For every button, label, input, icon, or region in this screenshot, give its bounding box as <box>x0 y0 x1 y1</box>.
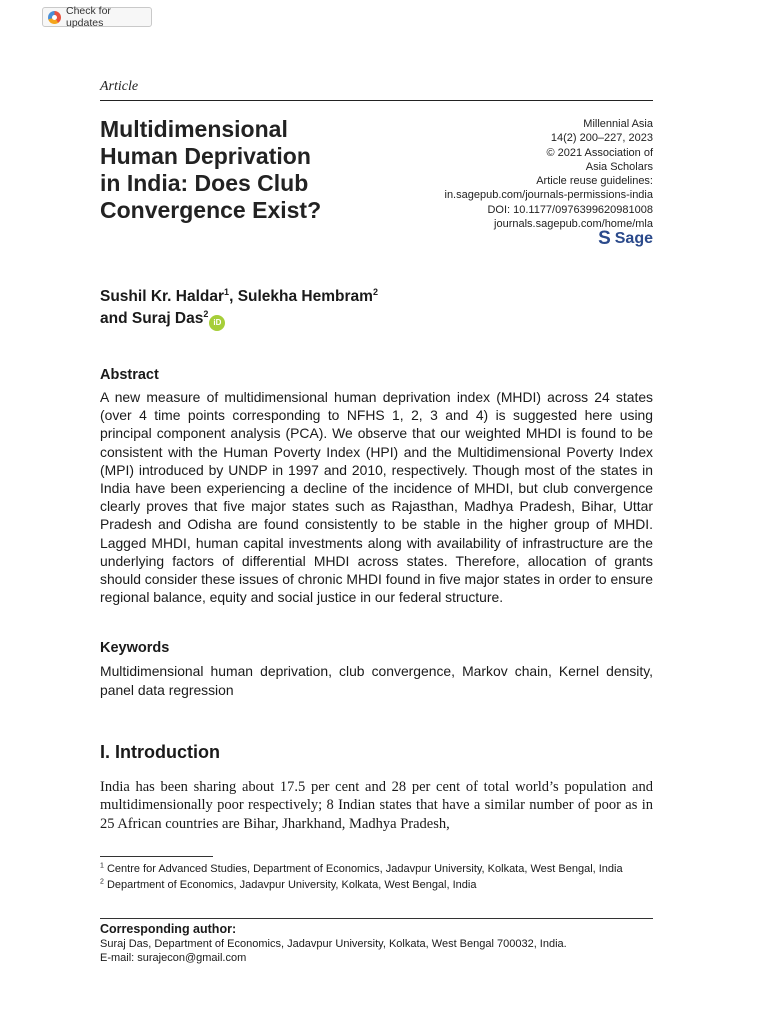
footnote-text: Centre for Advanced Studies, Department of Economics, Jadavpur University, Kolkata, West Bengal, India <box>106 863 623 875</box>
orcid-icon[interactable]: iD <box>209 315 225 331</box>
corresponding-author <box>100 922 653 966</box>
introduction-text: India has been sharing about 17.5 per cent and 28 per cent of total world’s population and multidimensionally poor respectively; 8 Indian states that have a similar number of poor as in 25 African countries are Bihar, Jharkhand, Madhya Pradesh, <box>100 779 653 832</box>
footnote-mark: 1 <box>100 862 104 870</box>
author-list: Sushil Kr. Haldar$^1$, Sulekha Hembram$^2$ and Suraj Das$^2$iD <box>100 286 620 331</box>
footnote-divider <box>100 856 213 857</box>
author-name: Sushil Kr. Haldar <box>100 288 225 305</box>
sage-s-icon: S <box>598 228 611 249</box>
introduction-heading: I. Introduction <box>100 742 220 762</box>
author-name: Sulekha Hembram <box>237 288 373 305</box>
keywords-heading: Keywords <box>100 640 170 656</box>
abstract-text: A new measure of multidimensional human deprivation index (MHDI) across 24 states (over 4 time points corresponding to NFHS 1, 2, 3 and 4) is suggested here using principal component analysis (PCA). We observe that our weighted MHDI is found to be consistent with the Human Poverty Index (HPI) and the Multidimensional Poverty Index (MPI) introduced by UNDP in 1997 and 2010, respectively. Though most of the states in India have been experiencing a decline of the incidence of MHDI, but club convergence clearly proves that five major states such as Rajasthan, Madhya Pradesh, Bihar, Uttar Pradesh and Odisha are found consistently to be stable in the higher group of MHDI. Lagged MHDI, human capital investments along with availability of infrastructure are the underlying factors of differential MHDI across states. Therefore, allocation of grants should consider these issues of chronic MHDI found in five major states in order to ensure regional balance, equity and social justice in our federal structure. <box>100 389 653 606</box>
footnote <box>100 862 653 877</box>
footnote-mark: 2 <box>100 878 104 886</box>
journal-home-link[interactable]: journals.sagepub.com/home/mla <box>494 218 653 231</box>
reuse-guidelines-label: Article reuse guidelines: <box>536 175 653 188</box>
corresponding-heading: Corresponding author: <box>100 922 237 936</box>
sage-logo <box>598 229 653 248</box>
author-name: and Suraj Das <box>100 310 204 327</box>
corresponding-divider <box>100 918 653 919</box>
corresponding-email[interactable]: E-mail: surajecon@gmail.com <box>100 952 247 964</box>
footnotes <box>100 862 653 894</box>
journal-copyright: © 2021 Association of <box>546 146 653 159</box>
check-for-updates-button[interactable] <box>42 7 152 27</box>
journal-copyright-holder: Asia Scholars <box>585 160 653 173</box>
journal-info <box>353 117 653 231</box>
keywords-text: Multidimensional human deprivation, club convergence, Markov chain, Kernel density, panel data regression <box>100 663 653 698</box>
article-type-label: Article <box>100 79 139 94</box>
doi-link[interactable]: DOI: 10.1177/0976399620981008 <box>487 203 653 216</box>
affiliation-mark: 2 <box>203 308 209 319</box>
crossmark-icon <box>48 11 61 24</box>
sage-logo-text: Sage <box>614 229 653 247</box>
journal-issue: 14(2) 200–227, 2023 <box>550 132 653 145</box>
journal-name: Millennial Asia <box>583 118 653 130</box>
affiliation-mark: 1 <box>224 286 230 297</box>
permissions-link[interactable]: in.sagepub.com/journals-permissions-india <box>444 189 653 202</box>
abstract-heading: Abstract <box>100 367 159 383</box>
check-for-updates-label: Check for updates <box>66 5 111 29</box>
footnote <box>100 878 653 893</box>
header-divider <box>100 100 653 101</box>
corresponding-address: Suraj Das, Department of Economics, Jadavpur University, Kolkata, West Bengal 700032, India. <box>100 937 567 950</box>
paper-title: Multidimensional Human Deprivation in India: Does Club Convergence Exist? <box>100 116 322 223</box>
footnote-text: Department of Economics, Jadavpur University, Kolkata, West Bengal, India <box>106 878 477 891</box>
affiliation-mark: 2 <box>372 286 378 297</box>
